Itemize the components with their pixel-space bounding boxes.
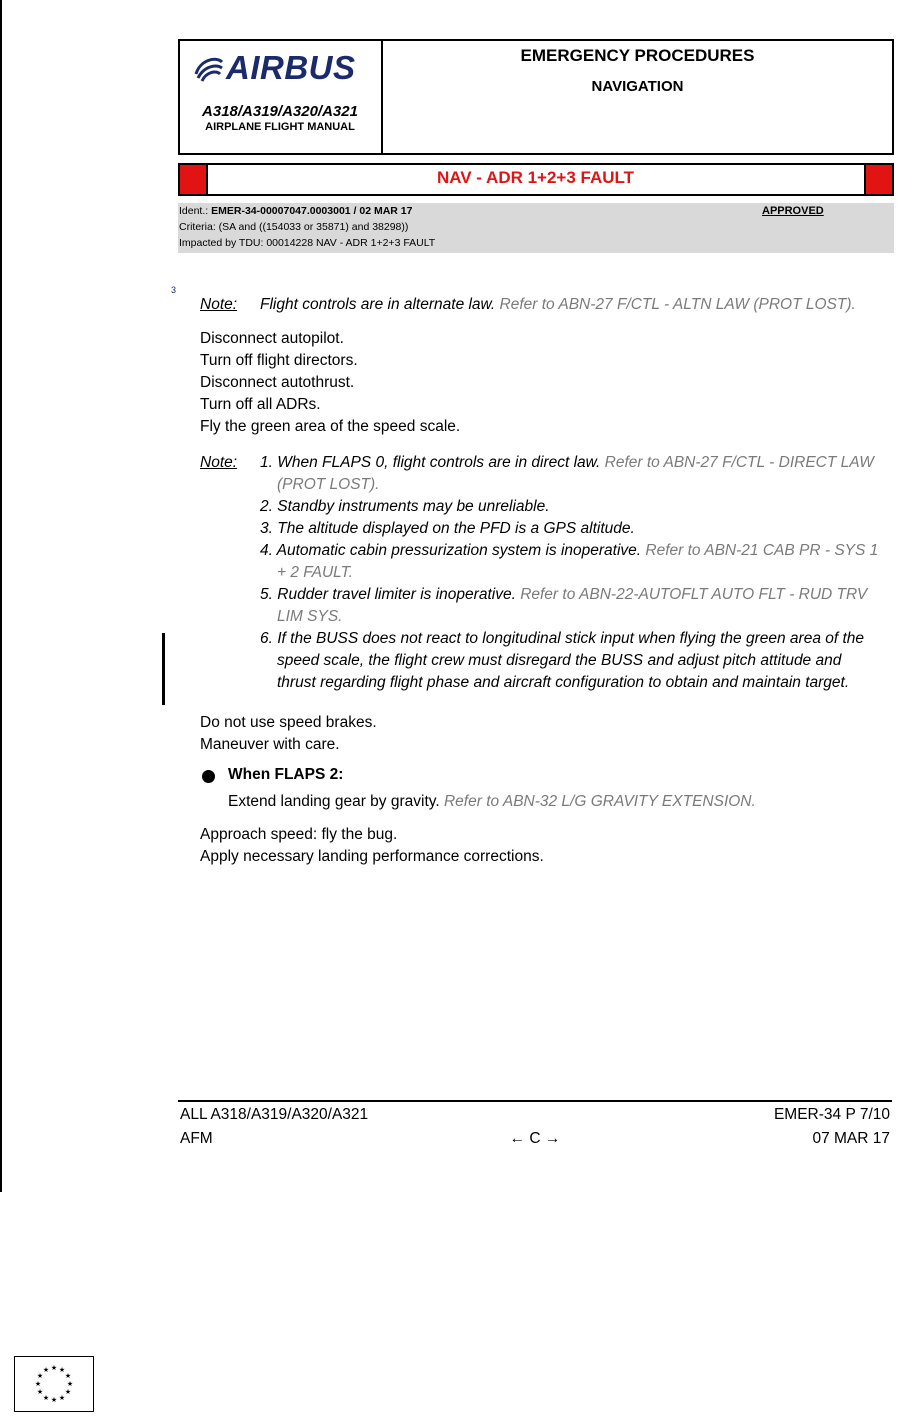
condition-text: Extend landing gear by gravity. bbox=[228, 793, 444, 810]
item-text: The altitude displayed on the PFD is a GPS altitude. bbox=[277, 520, 635, 537]
ident-value: EMER-34-00007047.0003001 / 02 MAR 17 bbox=[211, 205, 413, 217]
list-item: Maneuver with care. bbox=[200, 736, 340, 753]
action-list-2 bbox=[200, 712, 377, 756]
svg-text:★: ★ bbox=[64, 1372, 72, 1380]
note-item-3 bbox=[260, 518, 900, 540]
list-item: Approach speed: fly the bug. bbox=[200, 826, 398, 843]
criteria-line: Criteria: (SA and ((154033 or 35871) and 38298)) bbox=[179, 221, 409, 233]
left-page-rule bbox=[0, 0, 2, 1192]
note-item-1 bbox=[260, 452, 900, 496]
eu-stars-icon bbox=[15, 1357, 93, 1411]
footer-page: EMER-34 P 7/10 bbox=[773, 1106, 890, 1123]
list-item: Disconnect autopilot. bbox=[200, 330, 344, 347]
note-1-text bbox=[260, 294, 900, 316]
note-item-4 bbox=[260, 540, 900, 584]
title-bar-red-right bbox=[864, 165, 892, 194]
list-item: Disconnect autothrust. bbox=[200, 374, 355, 391]
item-number: 3. bbox=[260, 520, 273, 537]
condition-reference[interactable]: Refer to ABN-32 L/G GRAVITY EXTENSION. bbox=[443, 793, 756, 810]
item-text: Rudder travel limiter is inoperative. bbox=[277, 586, 521, 603]
item-number: 4. bbox=[260, 542, 273, 559]
condition-bullet-icon bbox=[202, 770, 215, 783]
note-label: Note: bbox=[200, 454, 238, 471]
item-text: When FLAPS 0, flight controls are in direct law. bbox=[277, 454, 605, 471]
note-1 bbox=[200, 294, 237, 316]
revision-bar bbox=[162, 633, 165, 705]
condition-label: When FLAPS 2: bbox=[228, 766, 344, 783]
note-1-statement: Flight controls are in alternate law. bbox=[260, 296, 500, 313]
item-reference-cont[interactable]: LIM SYS. bbox=[277, 608, 343, 625]
footer-date: 07 MAR 17 bbox=[812, 1130, 890, 1147]
item-reference-cont[interactable]: (PROT LOST). bbox=[277, 476, 380, 493]
item-number: 6. bbox=[260, 630, 273, 647]
list-item: Turn off all ADRs. bbox=[200, 396, 321, 413]
section-title: EMERGENCY PROCEDURES bbox=[520, 46, 755, 65]
note-1-reference[interactable]: Refer to ABN-27 F/CTL - ALTN LAW (PROT LOST). bbox=[499, 296, 856, 313]
footer-rule bbox=[178, 1100, 892, 1102]
impacted-line: Impacted by TDU: 00014228 NAV - ADR 1+2+3 FAULT bbox=[179, 237, 436, 249]
action-list bbox=[200, 328, 460, 438]
note-2-label bbox=[200, 452, 237, 474]
note-item-2 bbox=[260, 496, 900, 518]
svg-text:★: ★ bbox=[64, 1388, 72, 1396]
svg-text:★: ★ bbox=[36, 1388, 44, 1396]
item-text-cont: speed scale, the flight crew must disregard the BUSS and adjust pitch attitude and bbox=[277, 652, 842, 669]
note-label: Note: bbox=[200, 296, 238, 313]
item-number: 1. bbox=[260, 454, 273, 471]
item-number: 5. bbox=[260, 586, 273, 603]
airbus-logo bbox=[192, 50, 356, 86]
procedure-title: NAV - ADR 1+2+3 FAULT bbox=[436, 168, 635, 187]
svg-text:★: ★ bbox=[34, 1380, 42, 1388]
svg-text:★: ★ bbox=[42, 1394, 50, 1402]
item-reference[interactable]: Refer to ABN-22-AUTOFLT AUTO FLT - RUD TRV bbox=[520, 586, 868, 603]
logo-text: AIRBUS bbox=[226, 49, 356, 86]
airbus-swirl-icon bbox=[192, 54, 226, 82]
list-item: Fly the green area of the speed scale. bbox=[200, 418, 461, 435]
svg-text:★: ★ bbox=[58, 1394, 66, 1402]
svg-text:★: ★ bbox=[58, 1366, 66, 1374]
list-item: Do not use speed brakes. bbox=[200, 714, 377, 731]
svg-text:★: ★ bbox=[66, 1380, 74, 1388]
item-reference[interactable]: Refer to ABN-27 F/CTL - DIRECT LAW bbox=[604, 454, 874, 471]
subsection-title: NAVIGATION bbox=[591, 78, 684, 95]
footer-doc: AFM bbox=[180, 1130, 213, 1147]
list-item: Apply necessary landing performance corrections. bbox=[200, 848, 544, 865]
note-2-items bbox=[260, 452, 900, 694]
svg-text:★: ★ bbox=[42, 1366, 50, 1374]
item-reference-cont[interactable]: + 2 FAULT. bbox=[277, 564, 353, 581]
item-text: Standby instruments may be unreliable. bbox=[277, 498, 550, 515]
item-text: Automatic cabin pressurization system is inoperative. bbox=[276, 542, 646, 559]
footer-confidentiality: ← C → bbox=[509, 1130, 561, 1147]
ident-label: Ident.: bbox=[179, 205, 212, 217]
item-text: If the BUSS does not react to longitudinal stick input when flying the green area of the bbox=[277, 630, 865, 647]
note-item-5 bbox=[260, 584, 900, 628]
aircraft-models: A318/A319/A320/A321 bbox=[202, 103, 358, 120]
margin-marker: 3 bbox=[171, 285, 177, 295]
approved-status: APPROVED bbox=[762, 205, 824, 217]
svg-text:★: ★ bbox=[50, 1364, 58, 1372]
action-list-3 bbox=[200, 824, 544, 868]
item-text-cont: thrust regarding flight phase and aircraft configuration to obtain and maintain target. bbox=[277, 674, 850, 691]
list-item: Turn off flight directors. bbox=[200, 352, 358, 369]
title-bar-red-left bbox=[180, 165, 208, 194]
condition-action bbox=[228, 791, 888, 813]
manual-title: AIRPLANE FLIGHT MANUAL bbox=[205, 121, 355, 133]
svg-text:★: ★ bbox=[50, 1396, 58, 1404]
svg-text:★: ★ bbox=[36, 1372, 44, 1380]
eu-emblem bbox=[14, 1356, 94, 1412]
item-number: 2. bbox=[260, 498, 273, 515]
footer-applicability: ALL A318/A319/A320/A321 bbox=[180, 1106, 369, 1123]
item-reference[interactable]: Refer to ABN-21 CAB PR - SYS 1 bbox=[645, 542, 879, 559]
note-item-6 bbox=[260, 628, 900, 694]
